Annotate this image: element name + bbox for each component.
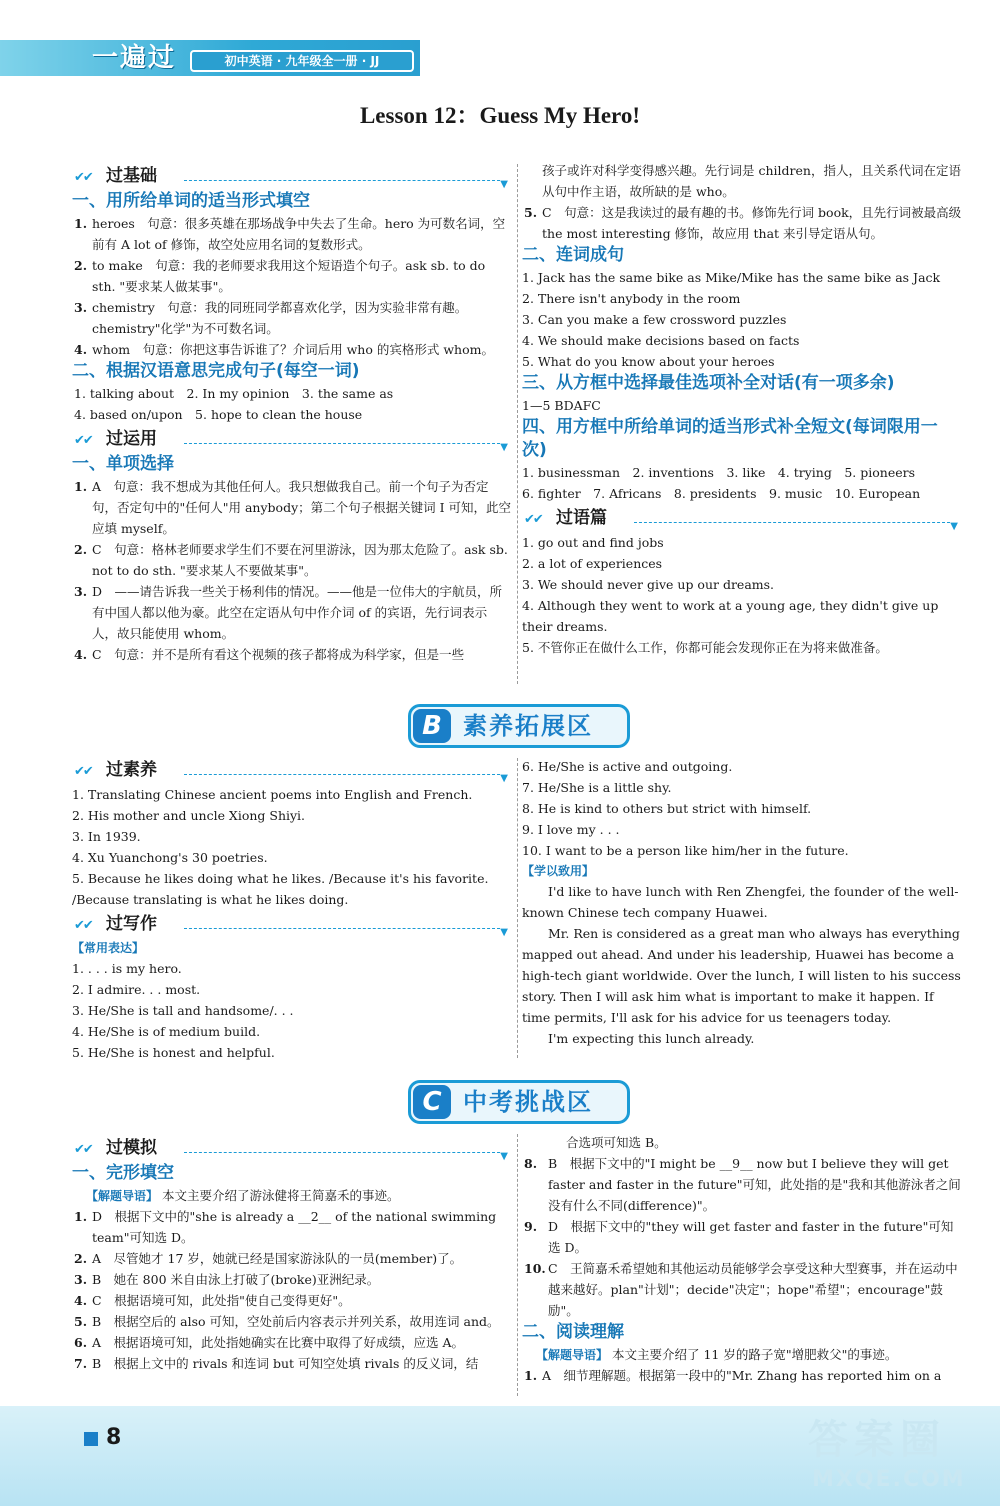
part3-title: 一、单项选择 — [72, 454, 174, 474]
list-item: 1. heroes 句意：很多英雄在那场战争中失去了生命。hero 为可数名词，空前有 A lot of 修饰，故空处应用名词的复数形式。 — [74, 216, 506, 252]
triangle-icon: ▼ — [500, 927, 508, 938]
list-item: 3. chemistry 句意：我的同班同学都喜欢化学，因为实验非常有趣。chemistry"化学"为不可数名词。 — [74, 300, 468, 336]
list-item: 2. to make 句意：我的老师要求我用这个短语造个句子。ask sb. to do sth. "要求某人做某事"。 — [74, 258, 486, 294]
guo-xiezuo-header: ✔✔ 过写作 ▼ — [72, 912, 512, 936]
watermark — [808, 1414, 980, 1498]
list-item: 9. D 根据下文中的"they will get faster and faster in the future"可知选 D。 — [524, 1219, 954, 1255]
column-divider — [517, 758, 518, 1058]
list-item: 3. We should never give up our dreams. — [522, 577, 775, 592]
zone-b-banner — [408, 704, 630, 748]
changyong-label: 【常用表达】 — [72, 941, 145, 955]
part-passage-title: 四、用方框中所给单词的适当形式补全短文(每词限用一次) — [522, 417, 938, 460]
list-item: 5. He/She is honest and helpful. — [72, 1045, 275, 1060]
list-item: 3. He/She is tall and handsome/. . . — [72, 1003, 294, 1018]
yuedu-title: 二、阅读理解 — [522, 1322, 624, 1342]
dialog-answer: 1—5 BDAFC — [522, 398, 601, 413]
lesson-title: Lesson 12：Guess My Hero! — [359, 103, 641, 128]
list-item: 3. B 她在 800 米自由泳上打破了(broke)亚洲纪录。 — [74, 1272, 380, 1287]
watermark-url: MXQE.COM — [812, 1467, 966, 1492]
triangle-icon: ▼ — [500, 179, 508, 190]
list-item: 4. C 句意：并不是所有看这个视频的孩子都将成为科学家，但是一些 — [74, 647, 465, 662]
daoyu-row: 【解题导语】 本文主要介绍了 11 岁的路子宽"增肥救父"的事迹。 — [536, 1347, 898, 1362]
triangle-icon: ▼ — [500, 773, 508, 784]
guo-yunyong-header: ✔✔ 过运用 ▼ — [72, 427, 512, 451]
sectionC-right — [522, 1132, 962, 1386]
chevron-icon: ✔✔ — [524, 512, 542, 527]
list-item: 4. Xu Yuanchong's 30 poetries. — [72, 850, 268, 865]
list-item: 1. A 句意：我不想成为其他任何人。我只想做我自己。前一个句子为否定句，否定句中的"任何人"用 anybody；第二个句子根据关键词 I 可知，此空应填 myself。 — [74, 479, 512, 536]
triangle-icon: ▼ — [500, 442, 508, 453]
list-item: 8. He is kind to others but strict with himself. — [522, 801, 812, 816]
list-item: 7. B 根据上文中的 rivals 和连词 but 可知空处填 rivals 的反义词，结 — [74, 1356, 479, 1371]
sectionB-left — [72, 756, 512, 1063]
chevron-icon: ✔✔ — [74, 764, 92, 779]
list-item: 8. B 根据下文中的"I might be __9__ now but I believe they will get faster and faster in the future"可知，此处指的是"我和其他游泳者之间没有什么不同(difference)"。 — [524, 1156, 961, 1213]
list-item: 2. C 句意：格林老师要求学生们不要在河里游泳，因为那太危险了。ask sb. not to do sth. "要求某人不要做某事"。 — [74, 542, 508, 578]
list-item: 9. I love my . . . — [522, 822, 620, 837]
chevron-icon: ✔✔ — [74, 1142, 92, 1157]
book-tag: 初中英语 · 九年级全一册 · JJ — [190, 50, 414, 72]
triangle-icon: ▼ — [500, 1151, 508, 1162]
list-item: 5. What do you know about your heroes — [522, 354, 775, 369]
page-number: 8 — [106, 1425, 122, 1450]
guo-moni-header: ✔✔ 过模拟 ▼ — [72, 1136, 512, 1160]
page-marker-icon — [84, 1432, 98, 1446]
list-item: 2. a lot of experiences — [522, 556, 663, 571]
list-item: 1. D 根据下文中的"she is already a __2__ of the national swimming team"可知选 D。 — [74, 1209, 497, 1245]
zone-title: 素养拓展区 — [463, 712, 593, 740]
answer-row: 1. businessman 2. inventions 3. like 4. trying 5. pioneers — [522, 465, 916, 480]
part-ci-title: 二、连词成句 — [522, 245, 624, 265]
list-item: 4. We should make decisions based on facts — [522, 333, 800, 348]
xueyi-label: 【学以致用】 — [522, 864, 595, 878]
list-item: 4. He/She is of medium build. — [72, 1024, 261, 1039]
continued-text: 孩子或许对科学变得感兴趣。先行词是 children，指人，且关系代词在定语从句中作主语，故所缺的是 who。 — [542, 163, 961, 199]
sectionC-left — [72, 1134, 512, 1374]
list-item: 4. Although they went to work at a young age, they didn't give up their dreams. — [522, 598, 939, 634]
list-item: 2. I admire. . . most. — [72, 982, 201, 997]
list-item: 3. Can you make a few crossword puzzles — [522, 312, 787, 327]
essay-paragraph: Mr. Ren is considered as a great man who always has everything mapped out ahead. And under his leadership, Huawei has become a high-tech giant worldwide. Over the lunch, I will listen to his success story. Then I will ask him what is important to make it happen. If time permits, I'll ask for his advice for us teenagers today. — [522, 926, 961, 1025]
list-item: 1. A 细节理解题。根据第一段中的"Mr. Zhang has reported him on a — [524, 1368, 942, 1383]
brand-logo: 一遍过 — [92, 43, 177, 73]
zone-c-banner — [408, 1080, 630, 1124]
part2-title: 二、根据汉语意思完成句子(每空一词) — [72, 361, 360, 381]
list-item: 2. His mother and uncle Xiong Shiyi. — [72, 808, 306, 823]
zone-letter: B — [413, 709, 451, 743]
zone-letter: C — [413, 1085, 451, 1119]
guo-yupian-header: ✔✔ 过语篇 ▼ — [522, 506, 962, 530]
sectionA-right — [522, 160, 962, 658]
watermark-text: 答案圈 — [808, 1417, 946, 1463]
column-divider — [517, 164, 518, 684]
guo-suyang-header: ✔✔ 过素养 ▼ — [72, 758, 512, 782]
zone-title: 中考挑战区 — [463, 1088, 593, 1116]
list-item: 2. A 尽管她才 17 岁，她就已经是国家游泳队的一员(member)了。 — [74, 1251, 463, 1266]
chevron-icon: ✔✔ — [74, 170, 92, 185]
list-item: 5. Because he likes doing what he likes. /Because it's his favorite. /Because translating is what he likes doing. — [72, 871, 489, 907]
sectionA-left — [72, 162, 512, 665]
continued-text: 合选项可知选 B。 — [566, 1135, 667, 1150]
list-item: 6. He/She is active and outgoing. — [522, 759, 733, 774]
list-item: 1. . . . is my hero. — [72, 961, 182, 976]
answer-row: 4. based on/upon 5. hope to clean the house — [74, 407, 363, 422]
part-dialog-title: 三、从方框中选择最佳选项补全对话(有一项多余) — [522, 373, 895, 393]
triangle-icon: ▼ — [950, 521, 958, 532]
list-item: 1. go out and find jobs — [522, 535, 664, 550]
list-item: 5. 不管你正在做什么工作，你都可能会发现你正在为将来做准备。 — [522, 640, 888, 655]
list-item: 1. Translating Chinese ancient poems into English and French. — [72, 787, 473, 802]
list-item: 5. C 句意：这是我读过的最有趣的书。修饰先行词 book，且先行词被最高级 the most interesting 修饰，故应用 that 来引导定语从句。 — [524, 205, 962, 241]
list-item: 3. In 1939. — [72, 829, 141, 844]
sectionB-right — [522, 756, 962, 1049]
answer-row: 1. talking about 2. In my opinion 3. the same as — [74, 386, 394, 401]
part1-title: 一、用所给单词的适当形式填空 — [72, 191, 310, 211]
list-item: 10. I want to be a person like him/her in the future. — [522, 843, 849, 858]
wanxing-title: 一、完形填空 — [72, 1163, 174, 1183]
answer-row: 6. fighter 7. Africans 8. presidents 9. music 10. European — [522, 486, 921, 501]
list-item: 6. A 根据语境可知，此处指她确实在比赛中取得了好成绩，应选 A。 — [74, 1335, 465, 1350]
column-divider — [517, 1134, 518, 1396]
list-item: 4. C 根据语境可知，此处指"使自己变得更好"。 — [74, 1293, 351, 1308]
list-item: 4. whom 句意：你把这事告诉谁了？介词后用 who 的宾格形式 whom。 — [74, 342, 494, 357]
chevron-icon: ✔✔ — [74, 433, 92, 448]
essay-paragraph: I'm expecting this lunch already. — [548, 1031, 755, 1046]
essay-paragraph: I'd like to have lunch with Ren Zhengfei, the founder of the well-known Chinese tech company Huawei. — [522, 884, 959, 920]
list-item: 1. Jack has the same bike as Mike/Mike has the same bike as Jack — [522, 270, 941, 285]
list-item: 3. D ——请告诉我一些关于杨利伟的情况。——他是一位伟大的宇航员，所有中国人都以他为豪。此空在定语从句中作介词 of 的宾语，先行词表示人，故只能使用 whom。 — [74, 584, 503, 641]
list-item: 10. C 王简嘉禾希望她和其他运动员能够学会享受这种大型赛事，并在运动中越来越好。plan"计划"；decide"决定"；hope"希望"；encourage"鼓励"。 — [524, 1261, 958, 1318]
guo-jichu-header: ✔✔ 过基础 ▼ — [72, 164, 512, 188]
chevron-icon: ✔✔ — [74, 918, 92, 933]
daoyu-row: 【解题导语】 本文主要介绍了游泳健将王简嘉禾的事迹。 — [86, 1188, 400, 1203]
list-item: 7. He/She is a little shy. — [522, 780, 672, 795]
list-item: 2. There isn't anybody in the room — [522, 291, 741, 306]
list-item: 5. B 根据空后的 also 可知，空处前后内容表示并列关系，故用连词 and。 — [74, 1314, 500, 1329]
